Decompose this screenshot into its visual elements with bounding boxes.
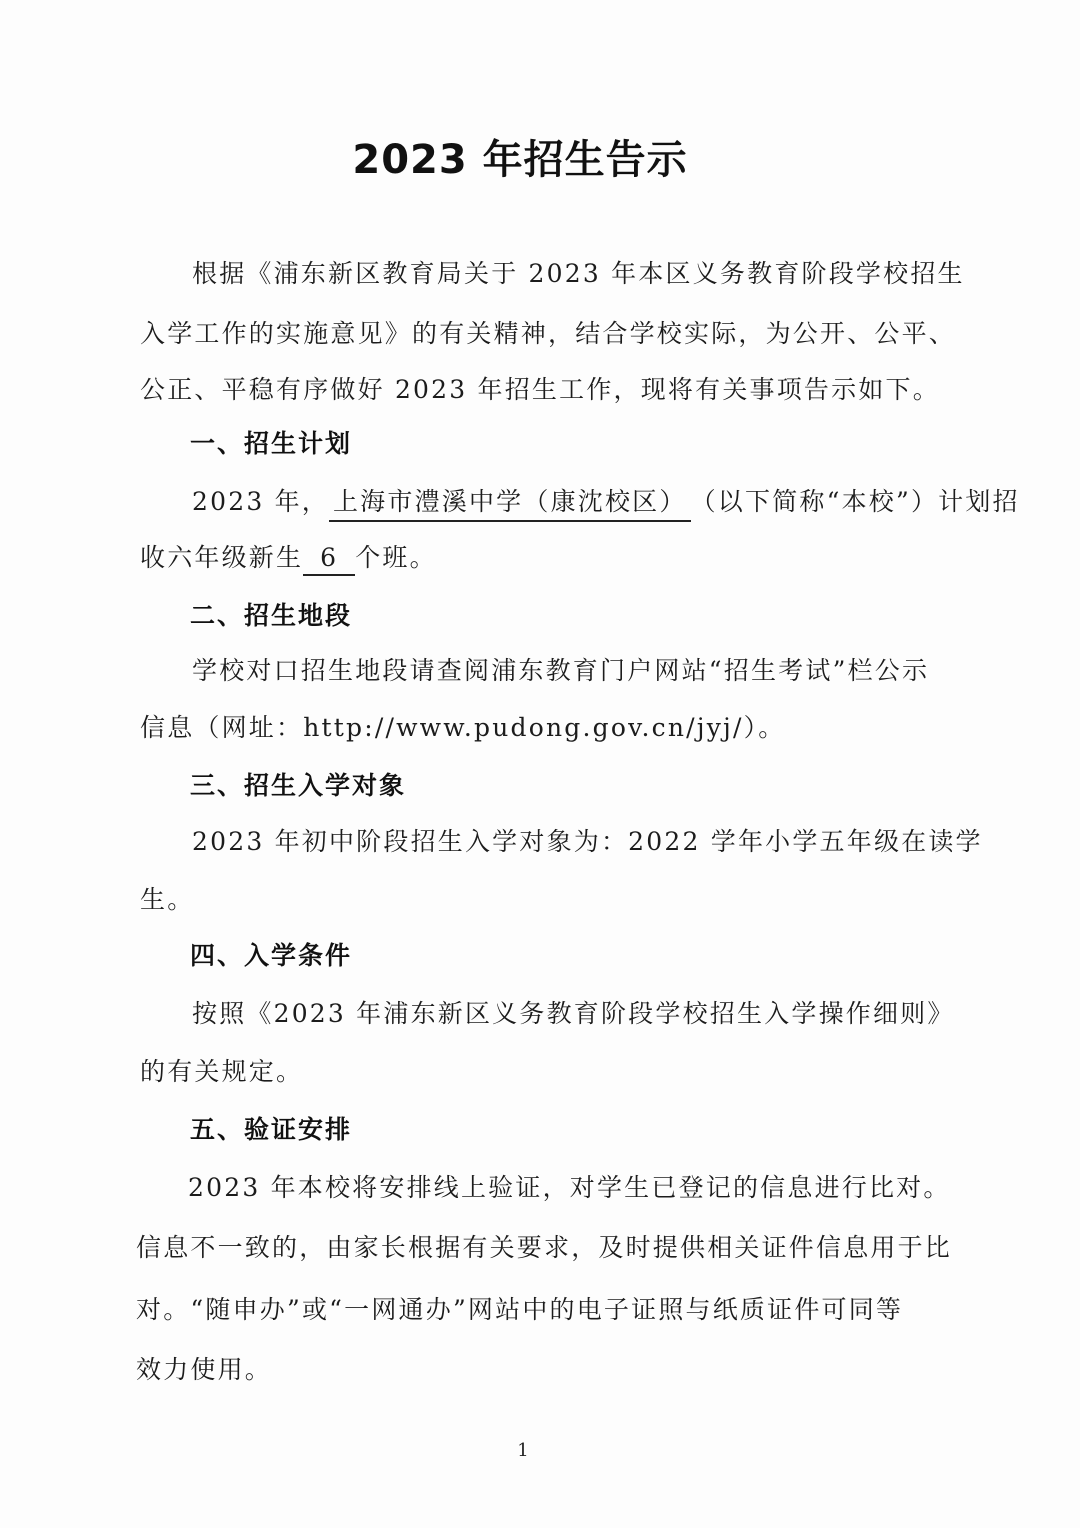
intro-line-1: 根据《浦东新区教育局关于 2023 年本区义务教育阶段学校招生 [192,259,965,288]
section-3-line-1: 2023 年初中阶段招生入学对象为：2022 学年小学五年级在读学 [192,827,983,856]
class-count-field: 6 [303,543,355,576]
section-1-line-2-prefix: 收六年级新生 [140,543,304,572]
section-3-line-2: 生。 [140,885,195,914]
section-heading-verification: 五、验证安排 [190,1115,353,1144]
section-4-line-1: 按照《2023 年浦东新区义务教育阶段学校招生入学操作细则》 [192,999,955,1028]
section-1-suffix: （以下简称“本校”）计划招 [690,487,1020,516]
intro-line-2: 入学工作的实施意见》的有关精神，结合学校实际，为公开、公平、 [140,319,957,348]
section-5-line-4: 效力使用。 [136,1355,273,1384]
section-5-line-3: 对。“随申办”或“一网通办”网站中的电子证照与纸质证件可同等 [136,1295,904,1324]
section-4-line-2: 的有关规定。 [140,1057,304,1086]
page-number: 1 [517,1440,529,1461]
section-2-line-1: 学校对口招生地段请查阅浦东教育门户网站“招生考试”栏公示 [192,656,930,685]
section-1-line-2 [140,538,437,576]
section-5-line-1: 2023 年本校将安排线上验证，对学生已登记的信息进行比对。 [188,1173,951,1202]
page-title: 2023 年招生告示 [352,137,688,183]
section-2-line-2: 信息（网址：http://www.pudong.gov.cn/jyj/）。 [140,713,786,742]
section-heading-admission-conditions: 四、入学条件 [190,941,353,970]
section-heading-enrollment-target: 三、招生入学对象 [190,771,407,800]
section-1-prefix: 2023 年， [192,487,329,516]
section-1-line-1 [192,482,1020,522]
section-5-line-2: 信息不一致的，由家长根据有关要求，及时提供相关证件信息用于比 [136,1233,953,1262]
section-heading-enrollment-plan: 一、招生计划 [190,429,353,458]
school-name-field: 上海市澧溪中学（康沈校区） [329,482,691,522]
section-1-line-2-suffix: 个班。 [355,543,437,572]
section-heading-enrollment-zone: 二、招生地段 [190,601,353,630]
intro-line-3: 公正、平稳有序做好 2023 年招生工作，现将有关事项告示如下。 [140,375,940,404]
